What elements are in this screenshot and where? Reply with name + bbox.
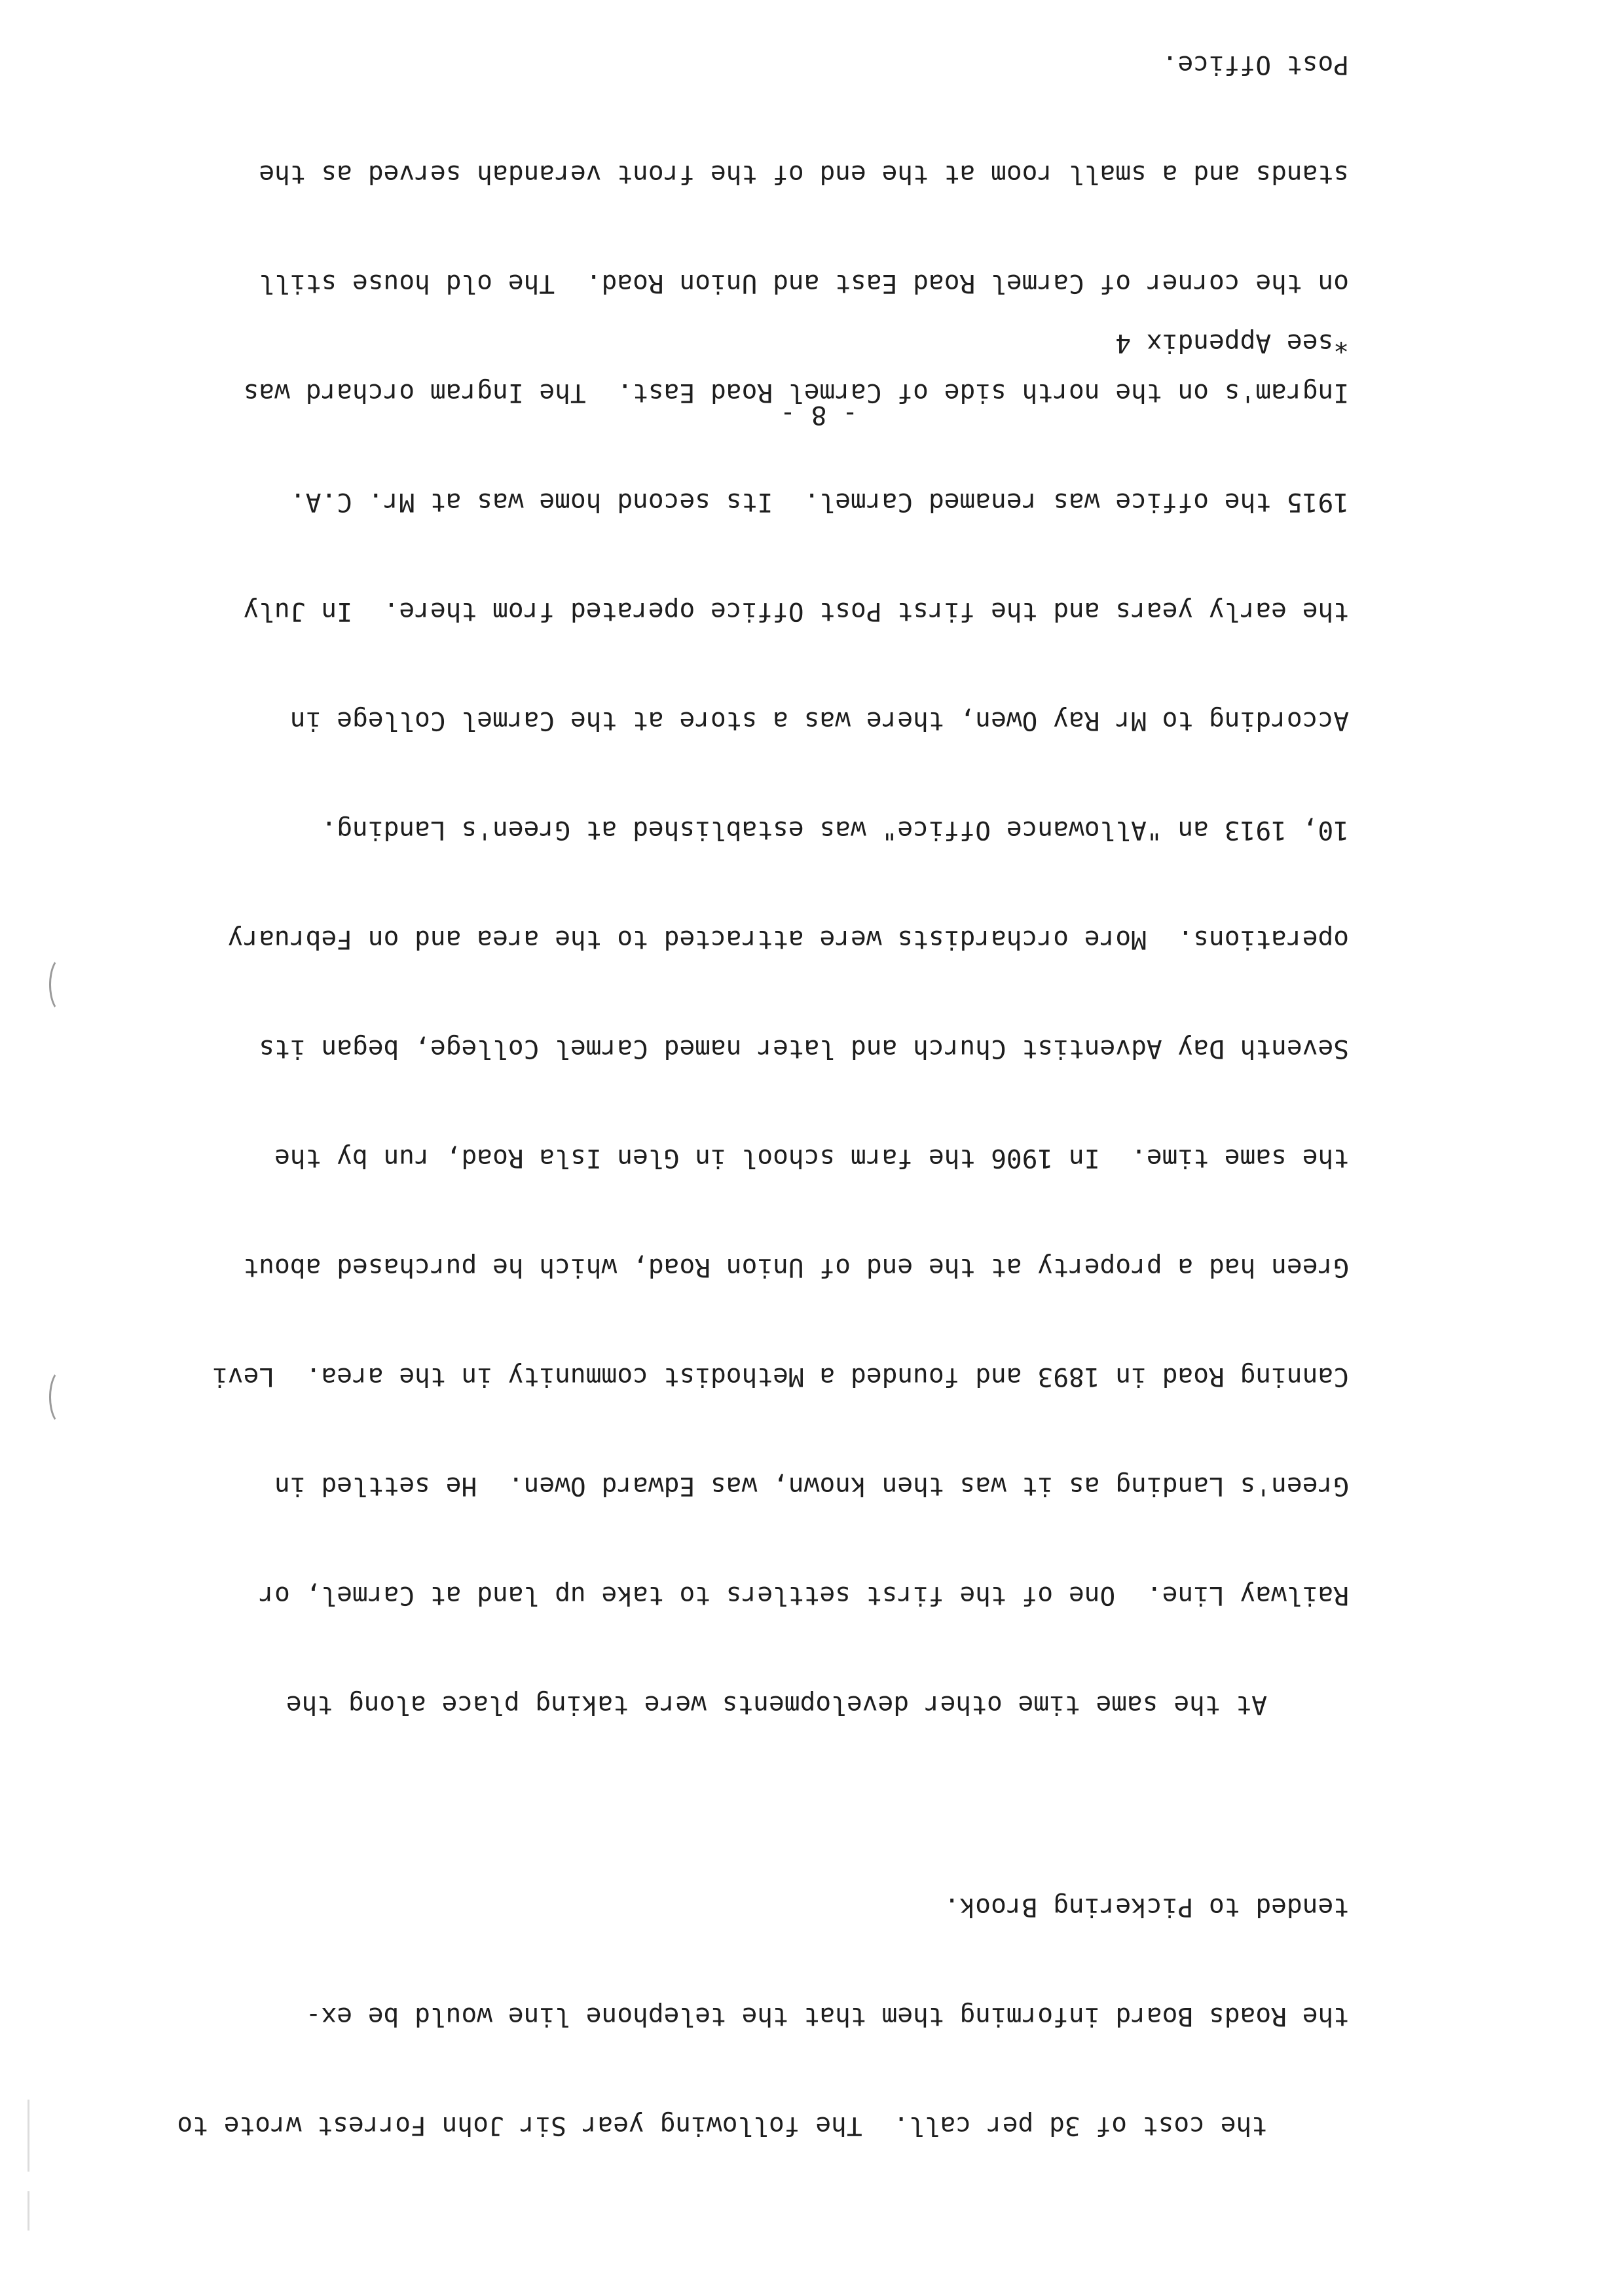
text-line: operations. More orchardists were attracted to the area and on February [227, 924, 1349, 955]
text-line: Seventh Day Adventist Church and later named Carmel College, began its [259, 1034, 1349, 1064]
text-line: 1915 the office was renamed Carmel. Its second home was at Mr. C.A. [289, 487, 1349, 517]
text-line: Post Office. [1162, 50, 1349, 80]
text-line: the Roads Board informing them that the telephone line would be ex- [305, 2001, 1349, 2032]
text-line: on the corner of Carmel Road East and Union Road. The old house still [259, 268, 1349, 299]
punch-hole-mark [49, 1369, 75, 1425]
text-line: Railway Line. One of the first settlers to take up land at Carmel, or [259, 1580, 1349, 1611]
footnote: *see Appendix 4 [1115, 328, 1349, 358]
text-line: According to Mr Ray Owen, there was a store at the Carmel College in [289, 706, 1349, 736]
text-line: Canning Road in 1893 and founded a Methodist community in the area. Levi [212, 1362, 1349, 1392]
text-line: Ingram's on the north side of Carmel Road East. The Ingram orchard was [243, 378, 1349, 408]
page-number: - 8 - [780, 400, 858, 430]
text-line: Green had a property at the end of Union Road, which he purchased about [243, 1252, 1349, 1283]
text-line: the early years and the first Post Office operated from there. In July [243, 596, 1349, 627]
text-line: the same time. In 1906 the farm school in Glen Isla Road, run by the [274, 1143, 1349, 1173]
margin-scan-mark [28, 2191, 29, 2231]
punch-hole-mark [49, 957, 75, 1013]
margin-scan-mark [28, 2100, 29, 2172]
text-line: Green's Landing as it was then known, was Edward Owen. He settled in [274, 1471, 1349, 1501]
text-line: the cost of 3d per call. The following year Sir John Forrest wrote to [177, 2111, 1267, 2141]
text-line: stands and a small room at the end of the front verandah served as the [259, 159, 1349, 189]
text-line: tended to Pickering Brook. [944, 1892, 1349, 1922]
text-line: 10, 1913 an "Allowance Office" was established at Green's Landing. [321, 815, 1349, 845]
text-line: At the same time other developments were taking place along the [286, 1690, 1267, 1720]
